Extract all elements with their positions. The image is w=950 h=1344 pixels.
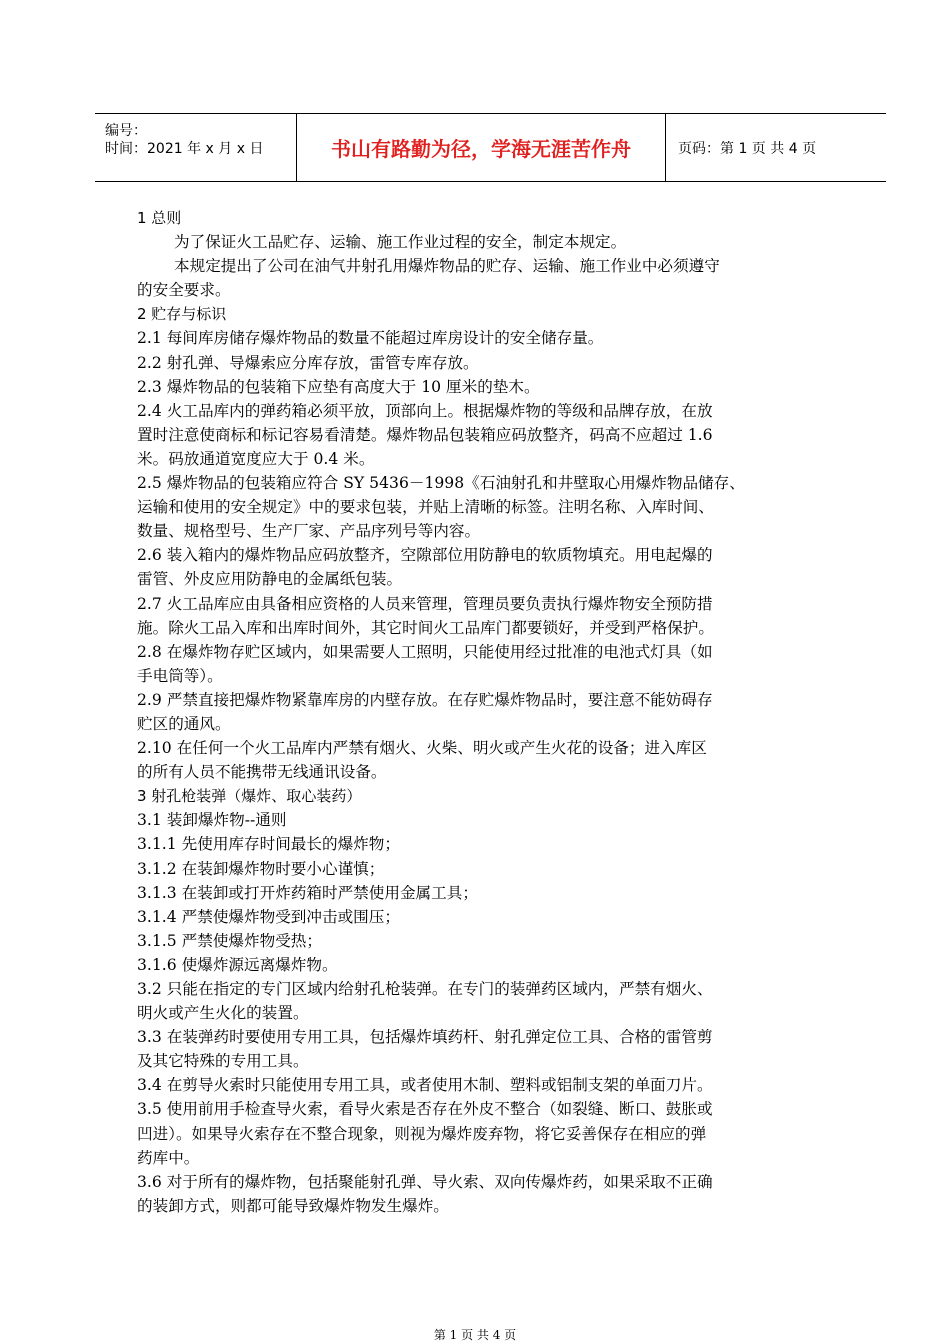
body-line: 2.3 爆炸物品的包装箱下应垫有高度大于 10 厘米的垫木。 bbox=[137, 377, 540, 396]
body-line: 2.9 严禁直接把爆炸物紧靠库房的内壁存放。在存贮爆炸物品时，要注意不能妨碍存 bbox=[137, 690, 713, 709]
body-line: 的安全要求。 bbox=[137, 281, 231, 300]
document-number-label: 编号： bbox=[105, 123, 147, 139]
header-motto: 书山有路勤为径，学海无涯苦作舟 bbox=[297, 114, 666, 181]
body-line: 3.1.6 使爆炸源远离爆炸物。 bbox=[137, 955, 338, 974]
body-line: 2.4 火工品库内的弹药箱必须平放，顶部向上。根据爆炸物的等级和品牌存放，在放 bbox=[137, 401, 713, 420]
body-line: 2.8 在爆炸物存贮区域内，如果需要人工照明，只能使用经过批准的电池式灯具（如 bbox=[137, 642, 713, 661]
body-line: 3.2 只能在指定的专门区域内给射孔枪装弹。在专门的装弹药区域内，严禁有烟火、 bbox=[137, 980, 713, 998]
header-page-cell bbox=[666, 114, 886, 181]
document-header bbox=[95, 113, 886, 182]
header-info-cell bbox=[95, 114, 297, 181]
body-line: 手电筒等）。 bbox=[137, 666, 223, 685]
body-line: 3.1.2 在装卸爆炸物时要小心谨慎； bbox=[137, 859, 385, 878]
body-line: 2.1 每间库房储存爆炸物品的数量不能超过库房设计的安全储存量。 bbox=[137, 329, 604, 348]
body-line: 施。除火工品入库和出库时间外，其它时间火工品库门都要锁好，并受到严格保护。 bbox=[137, 618, 714, 637]
header-page-label: 页码：第 1 页 共 4 页 bbox=[678, 140, 817, 157]
body-line: 数量、规格型号、生产厂家、产品序列号等内容。 bbox=[137, 522, 481, 541]
section-heading: 2 贮存与标识 bbox=[137, 305, 227, 324]
body-line: 米。码放通道宽度应大于 0.4 米。 bbox=[137, 449, 375, 468]
body-line: 3.1.4 严禁使爆炸物受到冲击或围压； bbox=[137, 907, 400, 926]
section-heading: 1 总则 bbox=[137, 209, 182, 227]
body-line: 3.1.1 先使用库存时间最长的爆炸物； bbox=[137, 835, 400, 854]
body-line: 2.6 装入箱内的爆炸物品应码放整齐，空隙部位用防静电的软质物填充。用电起爆的 bbox=[137, 546, 713, 565]
document-body bbox=[137, 206, 857, 1218]
body-line: 2.7 火工品库应由具备相应资格的人员来管理，管理员要负责执行爆炸物安全预防措 bbox=[137, 594, 713, 613]
body-line: 2.2 射孔弹、导爆索应分库存放，雷管专库存放。 bbox=[137, 353, 479, 372]
body-line: 3.1.3 在装卸或打开炸药箱时严禁使用金属工具； bbox=[137, 883, 478, 902]
body-line: 3.6 对于所有的爆炸物，包括聚能射孔弹、导火索、双向传爆炸药，如果采取不正确 bbox=[137, 1172, 713, 1191]
body-line: 凹进）。如果导火索存在不整合现象，则视为爆炸废弃物，将它妥善保存在相应的弹 bbox=[137, 1124, 707, 1143]
body-line: 的所有人员不能携带无线通讯设备。 bbox=[137, 763, 387, 782]
body-line: 运输和使用的安全规定》中的要求包装，并贴上清晰的标签。注明名称、入库时间、 bbox=[137, 498, 714, 517]
body-line: 3.5 使用前用手检查导火索，看导火索是否存在外皮不整合（如裂缝、断口、鼓胀或 bbox=[137, 1100, 713, 1119]
body-line: 的装卸方式，则都可能导致爆炸物发生爆炸。 bbox=[137, 1196, 449, 1215]
body-line: 贮区的通风。 bbox=[137, 714, 231, 733]
body-line: 药库中。 bbox=[137, 1148, 200, 1167]
body-line: 3.4 在剪导火索时只能使用专用工具，或者使用木制、塑料或铝制支架的单面刀片。 bbox=[137, 1076, 713, 1095]
body-line: 本规定提出了公司在油气井射孔用爆炸物品的贮存、运输、施工作业中必须遵守 bbox=[174, 257, 720, 276]
body-line: 3.1.5 严禁使爆炸物受热； bbox=[137, 931, 322, 950]
page-footer: 第 1 页 共 4 页 bbox=[433, 1328, 517, 1342]
body-line: 2.5 爆炸物品的包装箱应符合 SY 5436－1998《石油射孔和井壁取心用爆炸物品储存、 bbox=[137, 474, 745, 493]
body-line: 3.3 在装弹药时要使用专用工具，包括爆炸填药杆、射孔弹定位工具、合格的雷管剪 bbox=[137, 1028, 713, 1047]
body-line: 置时注意使商标和标记容易看清楚。爆炸物品包装箱应码放整齐，码高不应超过 1.6 bbox=[137, 425, 713, 444]
section-heading: 3 射孔枪装弹（爆炸、取心装药） bbox=[137, 787, 362, 806]
body-line: 明火或产生火化的装置。 bbox=[137, 1004, 309, 1023]
body-line: 3.1 装卸爆炸物--通则 bbox=[137, 811, 287, 830]
body-line: 及其它特殊的专用工具。 bbox=[137, 1052, 309, 1071]
document-time-label: 时间：2021 年 x 月 x 日 bbox=[105, 141, 264, 157]
body-line: 2.10 在任何一个火工品库内严禁有烟火、火柴、明火或产生火花的设备；进入库区 bbox=[137, 739, 707, 758]
body-line: 雷管、外皮应用防静电的金属纸包装。 bbox=[137, 570, 403, 589]
body-line: 为了保证火工品贮存、运输、施工作业过程的安全，制定本规定。 bbox=[174, 233, 627, 252]
